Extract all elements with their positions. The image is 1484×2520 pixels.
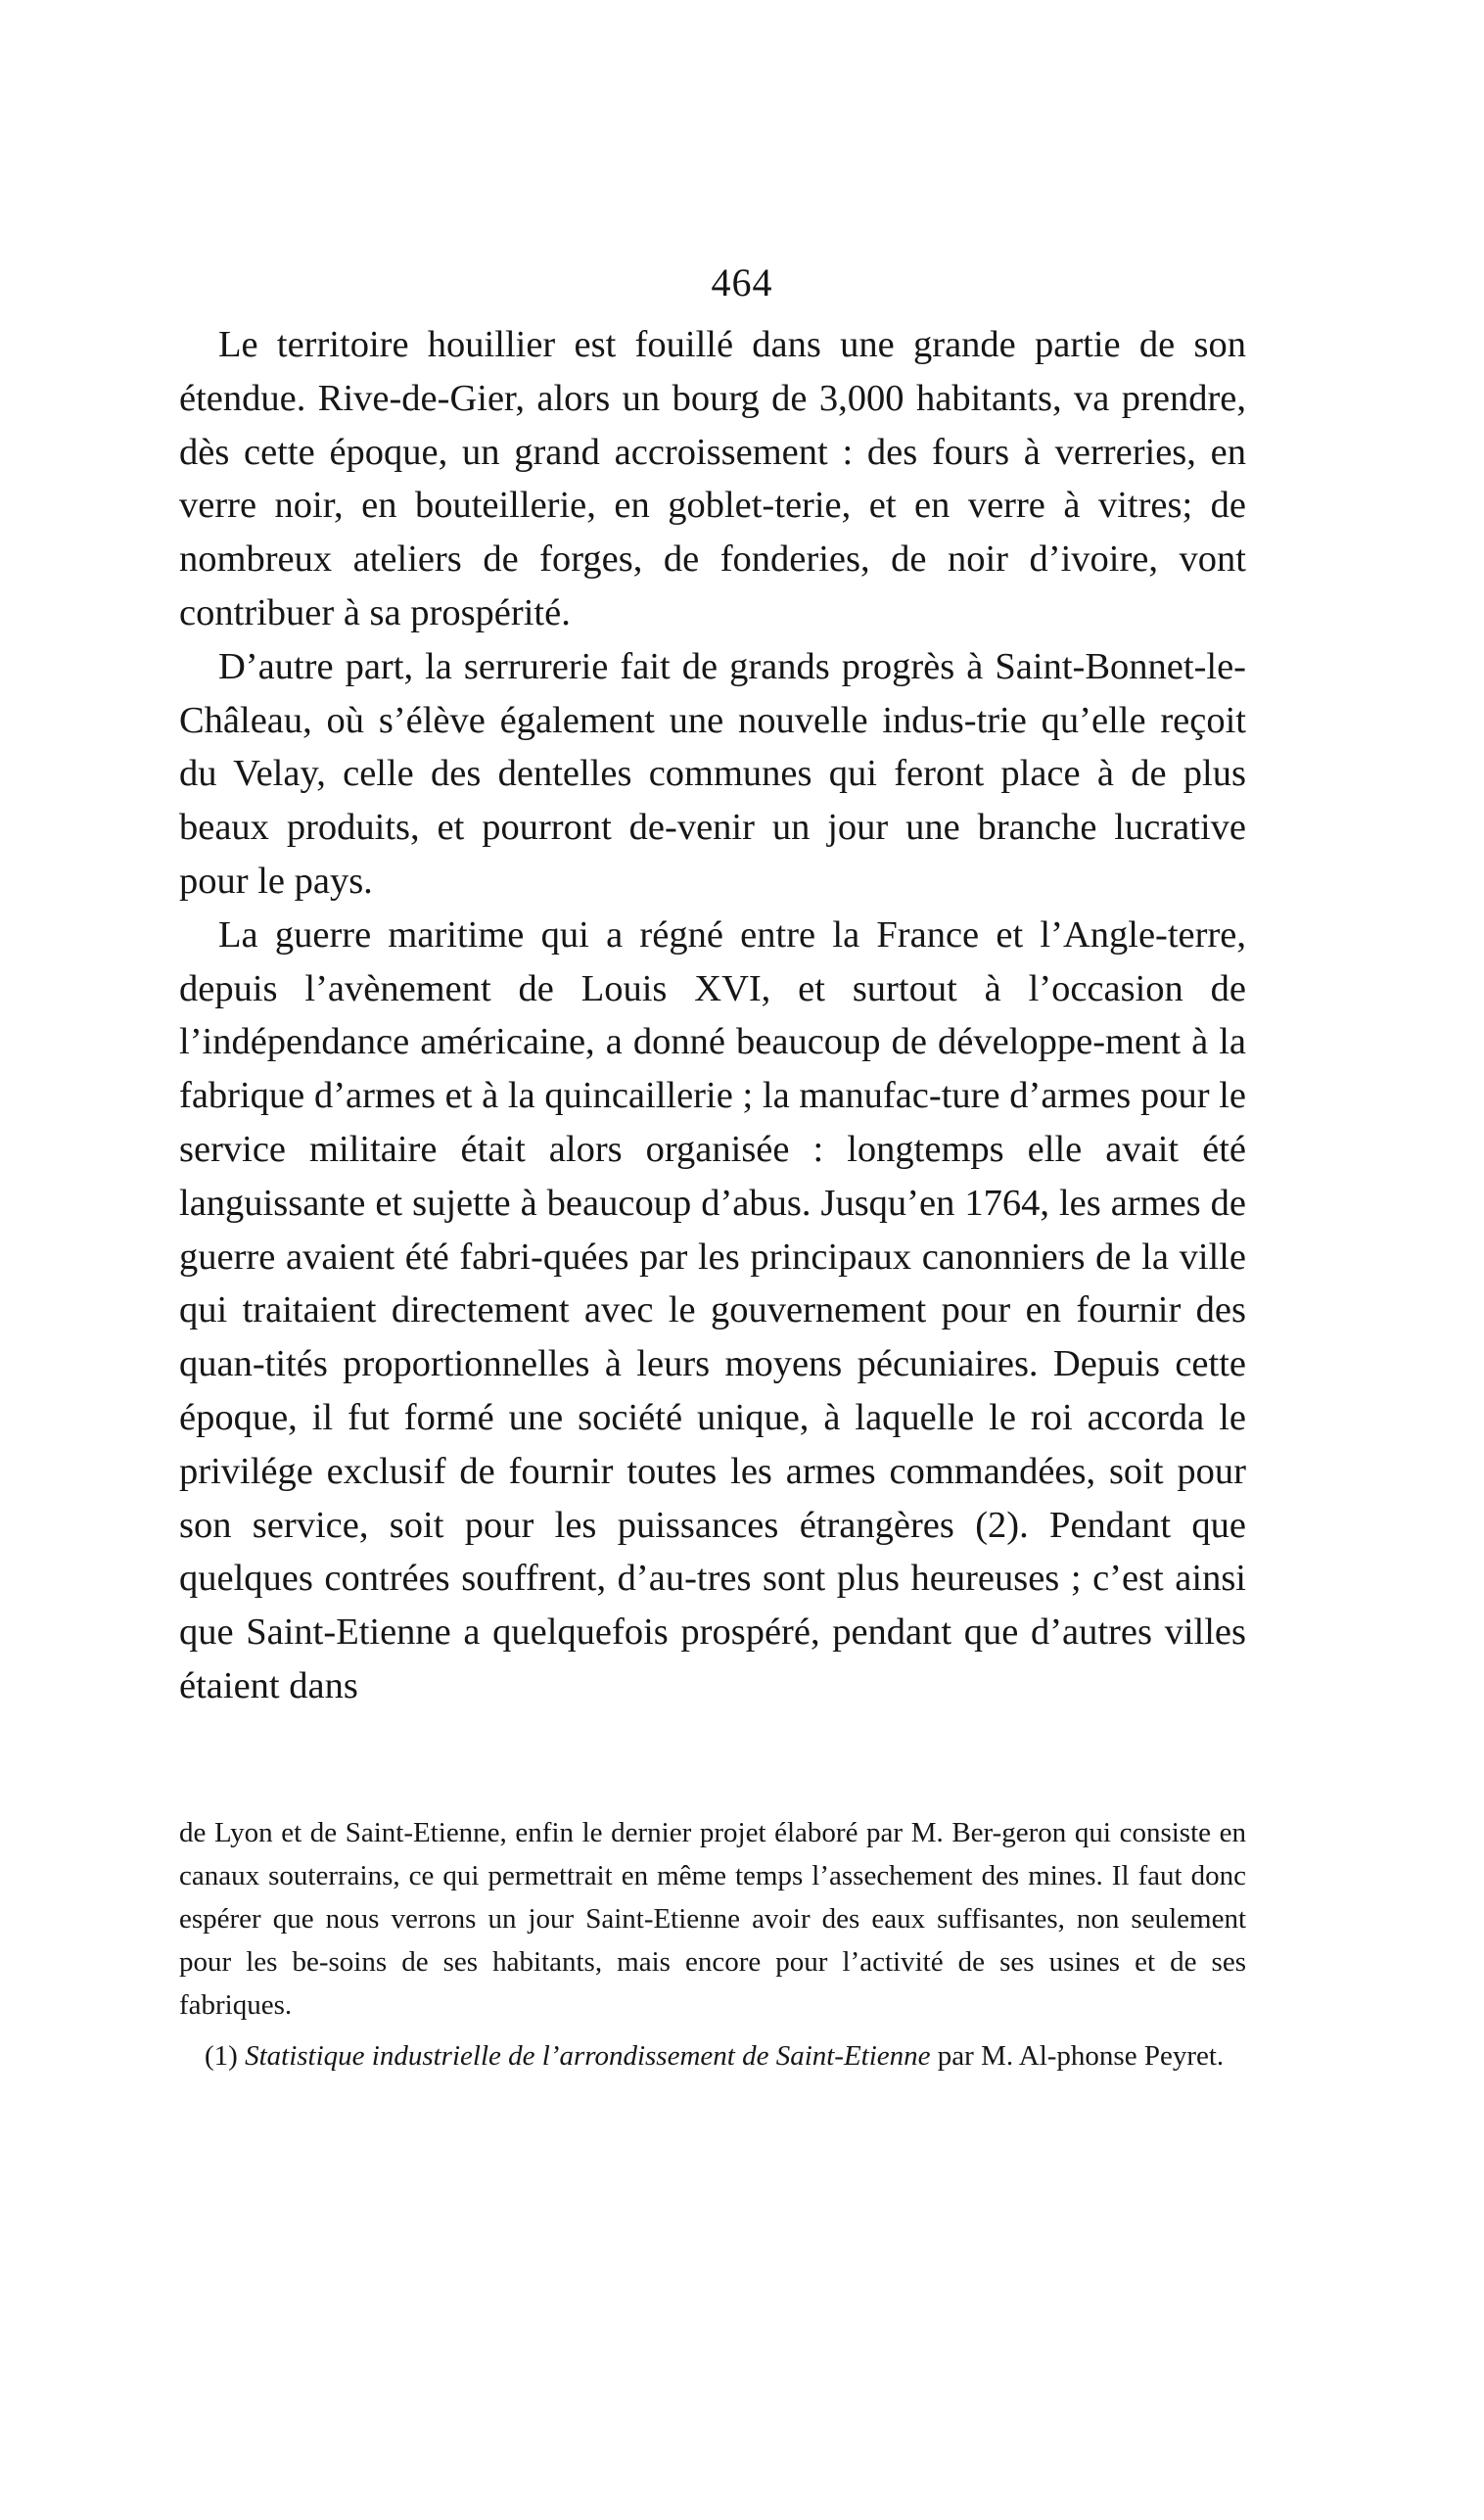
paragraph-3: La guerre maritime qui a régné entre la France et l’Angle-terre, depuis l’avènement de Louis XVI, et surtout à l’occasion de l’indépendance américaine, a donné beaucoup de développe-ment à la fabrique d’armes et à la quincaillerie ; la manufac-ture d’armes pour le service militaire était alors organisée : longtemps elle avait été languissante et sujette à beaucoup d’abus. Jusqu’en 1764, les armes de guerre avaient été fabri-quées par les principaux canonniers de la ville qui traitaient directement avec le gouvernement pour en fournir des quan-tités proportionnelles à leurs moyens pécuniaires. Depuis cette époque, il fut formé une société unique, à laquelle le roi accorda le privilége exclusif de fournir toutes les armes commandées, soit pour son service, soit pour les puissances étrangères (2). Pendant que quelques contrées souffrent, d’au-tres sont plus heureuses ; c’est ainsi que Saint-Etienne a quelquefois prospéré, pendant que d’autres villes étaient dans xyxy=(179,913,1246,1706)
paragraph-1: Le territoire houillier est fouillé dans une grande partie de son étendue. Rive-de-Gier, alors un bourg de 3,000 habitants, va prendre, dès cette époque, un grand accroissement : des fours à verreries, en verre noir, en bouteillerie, en goblet-terie, et en verre à vitres; de nombreux ateliers de forges, de fonderies, de noir d’ivoire, vont contribuer à sa prospérité. xyxy=(179,324,1246,633)
page-number: 464 xyxy=(711,260,773,304)
footnote-continuation: de Lyon et de Saint-Etienne, enfin le dernier projet élaboré par M. Ber-geron qui consiste en canaux souterrains, ce qui permettrait en même temps l’assechement des mines. Il faut donc espérer que nous verrons un jour Saint-Etienne avoir des eaux suffisantes, non seulement pour les be-soins de ses habitants, mais encore pour l’activité de ses usines et de ses fabriques. xyxy=(179,1817,1246,2021)
footnote-1-author: par M. Al-phonse Peyret. xyxy=(937,2040,1225,2072)
main-text xyxy=(179,318,1246,1713)
paragraph-2: D’autre part, la serrurerie fait de grands progrès à Saint-Bonnet-le-Châleau, où s’élève également une nouvelle indus-trie qu’elle reçoit du Velay, celle des dentelles communes qui feront place à de plus beaux produits, et pourront de-venir un jour une branche lucrative pour le pays. xyxy=(179,645,1246,902)
footnote-1-marker: (1) xyxy=(205,2040,238,2072)
footnotes xyxy=(179,1811,1246,2077)
footnote-1 xyxy=(179,2034,1246,2077)
footnote-1-title: Statistique industrielle de l’arrondissement de Saint-Etienne xyxy=(245,2040,931,2072)
